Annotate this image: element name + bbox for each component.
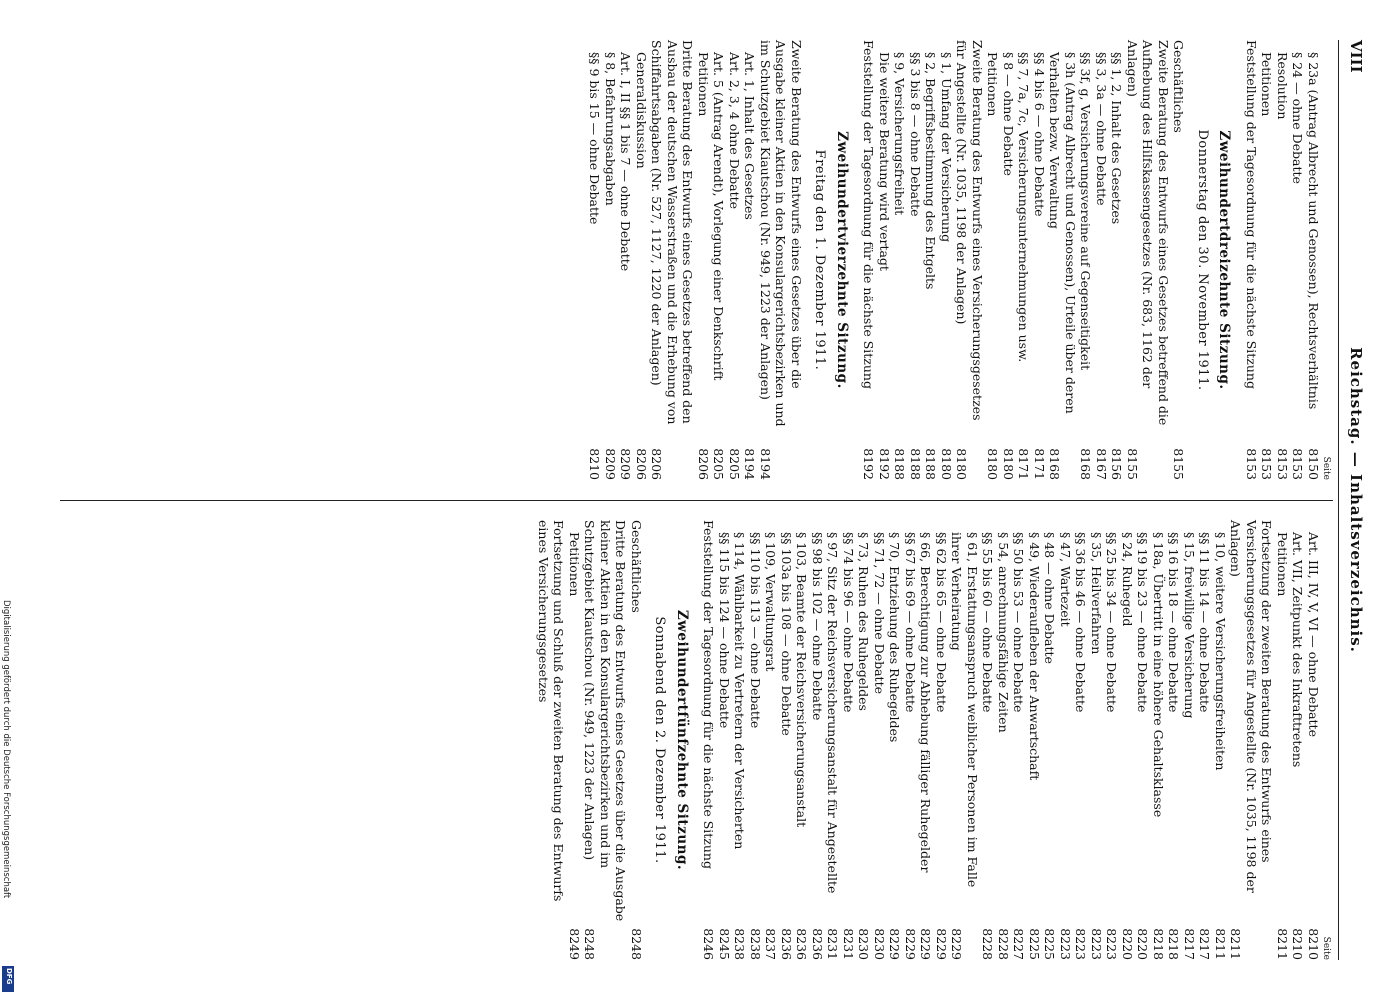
page-ref: 8155 [1125, 448, 1140, 480]
toc-entry [1213, 520, 1229, 960]
toc-entry [1058, 520, 1074, 960]
entry-text: Fortsetzung der zweiten Beratung des Entwurfs eines Versicherungsgesetzes für Angestellte (Nr. 1035, 1198 der Anlagen) [1228, 520, 1275, 893]
toc-entry [841, 520, 857, 960]
toc-entry [634, 40, 650, 480]
entry-text: Art. 5 (Antrag Arendt), Vorlegung einer Denkschrift [711, 52, 727, 381]
entry-text: §§ 50 bis 53 — ohne Debatte [1011, 532, 1027, 713]
session-heading: Zweihundertdreizehnte Sitzung. [1216, 130, 1233, 390]
toc-entry [903, 520, 919, 960]
entry-text: Zweite Beratung des Entwurfs eines Gesetzes über die Ausgabe kleiner Aktien in den Konsulargerichtsbezirken und im Schutzgebiet Kiautschou (Nr. 949, 1223 der Anlagen) [758, 40, 804, 427]
toc-entry [748, 520, 764, 960]
page-ref: 8225 [1027, 928, 1042, 960]
page-ref: 8229 [918, 928, 934, 960]
entry-text: § 18a, Übertritt in eine höhere Gehaltsklasse [1151, 532, 1166, 818]
entry-text: § 66, Berechtigung zur Abhebung fälliger Ruhegelder [918, 532, 934, 873]
entry-text: §§ 74 bis 96 — ohne Debatte [841, 532, 856, 713]
page-ref: 8220 [1135, 928, 1151, 960]
entry-text: Resolution [1275, 52, 1290, 120]
toc-entry [1109, 40, 1125, 480]
page-ref: 8211 [1213, 928, 1228, 960]
page-ref: 8153 [1275, 448, 1290, 480]
toc-entry [711, 40, 727, 480]
page-ref: 8211 [1275, 928, 1290, 960]
page-ref: 8153 [1290, 448, 1306, 480]
toc-entry [939, 40, 955, 480]
page-ref: 8246 [701, 928, 717, 960]
entry-text: §§ 25 bis 34 — ohne Debatte [1104, 532, 1120, 713]
toc-entry [732, 520, 748, 960]
toc-entry [701, 520, 717, 960]
entry-text: §§ 3 bis 8 — ohne Debatte [908, 52, 923, 217]
entry-text: Petitionen [696, 52, 711, 117]
toc-entry [758, 40, 805, 480]
entry-text: § 35, Heilverfahren [1089, 532, 1104, 655]
entry-text: § 1, Umfang der Versicherung [939, 52, 954, 243]
toc-entry [918, 520, 934, 960]
page-ref: 8153 [1259, 448, 1275, 480]
entry-text: Zweite Beratung des Entwurfs eines Gesetzes betreffend die Aufhebung des Hilfskassengesetzes (Nr. 683, 1162 der Anlagen) [1125, 40, 1171, 426]
entry-text: §§ 7, 7a, 7c, Versicherungsunternehmungen usw. [1016, 52, 1032, 363]
running-title: Reichstag. — Inhaltsverzeichnis. [1347, 347, 1365, 653]
entry-text: Geschäftliches [1171, 40, 1187, 133]
toc-entry [1027, 520, 1043, 960]
page-ref: 8218 [1151, 928, 1166, 960]
toc-entry [727, 40, 743, 480]
entry-text: §§ 19 bis 23 — ohne Debatte [1135, 532, 1151, 713]
page-ref: 8230 [856, 928, 872, 960]
page-ref: 8167 [1094, 448, 1109, 480]
toc-entry [1306, 520, 1322, 960]
entry-text: § 70, Entziehung des Ruhegeldes [887, 532, 903, 743]
entry-text: §§ 36 bis 46 — ohne Debatte [1073, 532, 1089, 713]
entry-text: §§ 103a bis 108 — ohne Debatte [779, 532, 794, 736]
toc-entry [1011, 520, 1027, 960]
toc-entry [1089, 520, 1105, 960]
page-ref: 8156 [1109, 448, 1125, 480]
entry-text: § 24 — ohne Debatte [1290, 52, 1306, 184]
toc-entry [603, 40, 619, 480]
entry-text: §§ 4 bis 6 — ohne Debatte [1032, 52, 1047, 217]
entry-text: Zweite Beratung des Entwurfs eines Versicherungsgesetzes für Angestellte (Nr. 1035, 1198 der Anlagen) [954, 40, 985, 421]
page-ref: 8227 [1011, 928, 1027, 960]
page-ref: 8238 [748, 928, 763, 960]
entry-text: §§ 16 bis 18 — ohne Debatte [1166, 532, 1182, 713]
page-ref: 8205 [727, 448, 742, 480]
entry-text: § 3h (Antrag Albrecht und Genossen), Urteile über deren Verhalten bezw. Verwaltung [1047, 52, 1078, 414]
page-ref: 8248 [582, 928, 598, 960]
page-ref: 8171 [1032, 448, 1047, 480]
toc-entry [1032, 40, 1048, 480]
page-ref: 8230 [872, 928, 887, 960]
toc-entry [1135, 520, 1151, 960]
page-ref: 8188 [923, 448, 939, 480]
toc-entry [1016, 40, 1032, 480]
page-ref: 8217 [1182, 928, 1197, 960]
toc-entry [618, 40, 634, 480]
toc-entry [1078, 40, 1094, 480]
page-ref: 8188 [892, 448, 908, 480]
page-ref: 8205 [711, 448, 727, 480]
left-column [587, 40, 1333, 480]
toc-entry [567, 520, 583, 960]
toc-entry [996, 520, 1012, 960]
entry-text: § 23a (Antrag Albrecht und Genossen), Rechtsverhältnis [1306, 52, 1321, 410]
page-ref: 8206 [634, 448, 649, 480]
toc-entry [1290, 40, 1306, 480]
entry-text: § 73, Ruhen des Ruhegeldes [856, 532, 872, 711]
toc-entry [1171, 40, 1187, 480]
entry-text: §§ 71, 72 — ohne Debatte [872, 532, 887, 694]
page-ref: 8168 [1047, 448, 1063, 480]
entry-text: §§ 67 bis 69 — ohne Debatte [903, 532, 918, 713]
page-header [1335, 40, 1365, 960]
entry-text: § 8, Befahrungsabgaben [603, 52, 618, 206]
column-divider [60, 500, 1333, 501]
page-number: VIII [1347, 40, 1365, 73]
toc-entry [794, 520, 810, 960]
session-heading: Zweihundertfünfzehnte Sitzung. [674, 609, 690, 871]
entry-text: § 47, Wartezeit [1058, 532, 1073, 627]
toc-entry [536, 520, 567, 960]
toc-entry [1047, 40, 1078, 480]
page-ref: 8188 [908, 448, 923, 480]
toc-entry [1259, 40, 1275, 480]
page-ref: 8223 [1058, 928, 1073, 960]
page-ref: 8192 [877, 448, 892, 480]
page-ref: 8228 [996, 928, 1011, 960]
entry-text: Petitionen [567, 532, 582, 597]
entry-text: § 103, Beamte der Reichsversicherungsanstalt [794, 532, 810, 828]
entry-text: § 15, freiwillige Versicherung [1182, 532, 1197, 719]
toc-entry [872, 520, 888, 960]
page-ref: 8236 [810, 928, 825, 960]
footer-credit: Digitalisierung gefördert durch die Deutsche Forschungsgemeinschaft [1, 600, 11, 899]
page-ref: 8229 [934, 928, 949, 960]
page-ref: 8248 [629, 928, 644, 960]
toc-entry [892, 40, 908, 480]
page-ref: 8210 [587, 448, 603, 480]
toc-entry [1275, 520, 1291, 960]
page-ref: 8236 [794, 928, 810, 960]
entry-text: Dritte Beratung des Entwurfs eines Gesetzes über die Ausgabe kleiner Aktien in den Konsulargerichtsbezirken und im Schutzgebiet Kiautschou (Nr. 949, 1223 der Anlagen) [582, 520, 629, 922]
entry-text: §§ 115 bis 124 — ohne Debatte [717, 532, 732, 729]
entry-text: § 97, Sitz der Reichsversicherungsanstalt für Angestellte [825, 532, 841, 894]
entry-text: § 24, Ruhegeld [1120, 532, 1135, 627]
toc-entry [1166, 520, 1182, 960]
session-date: Donnerstag den 30. November 1911. [1195, 129, 1210, 391]
entry-text: Feststellung der Tagesordnung für die nächste Sitzung [701, 520, 717, 869]
entry-text: § 61, Erstattungsanspruch weiblicher Personen im Falle ihrer Verheiratung [949, 532, 980, 888]
entry-text: Petitionen [1259, 52, 1275, 117]
page-ref: 8194 [758, 448, 773, 480]
toc-entry [810, 520, 826, 960]
page-ref: 8236 [779, 928, 794, 960]
page-ref: 8192 [861, 448, 877, 480]
entry-text: Petitionen [985, 52, 1001, 117]
page-ref: 8180 [939, 448, 954, 480]
entry-text: Geschäftliches [629, 520, 644, 613]
toc-entry [629, 520, 645, 960]
page-ref: 8210 [1306, 928, 1321, 960]
toc-entry [717, 520, 733, 960]
toc-entry [1244, 40, 1260, 480]
page-ref: 8237 [763, 928, 779, 960]
page-ref: 8194 [742, 448, 758, 480]
toc-entry [1182, 520, 1198, 960]
toc-entry [1228, 520, 1275, 960]
page-ref: 8217 [1197, 928, 1213, 960]
page-ref: 8171 [1016, 448, 1032, 480]
page-ref: 8153 [1244, 448, 1259, 480]
entry-text: §§ 62 bis 65 — ohne Debatte [934, 532, 949, 713]
toc-entry [1120, 520, 1136, 960]
entry-text: § 114, Wählbarkeit zu Vertretern der Versicherten [732, 532, 748, 850]
page-ref: 8206 [649, 448, 665, 480]
footer [0, 600, 14, 995]
toc-entry [1104, 520, 1120, 960]
entry-text: Feststellung der Tagesordnung für die nächste Sitzung [1244, 40, 1259, 389]
toc-entry [763, 520, 779, 960]
toc-entry [1094, 40, 1110, 480]
entry-text: § 10, weitere Versicherungsfreiheiten [1213, 532, 1228, 771]
page-ref: 8231 [841, 928, 856, 960]
entry-text: Generaldiskussion [634, 52, 649, 169]
entry-text: § 48 — ohne Debatte [1042, 532, 1058, 664]
toc-entry [1151, 520, 1167, 960]
session-date: Freitag den 1. Dezember 1911. [812, 149, 828, 371]
page-ref: 8150 [1306, 448, 1321, 480]
toc-entry [985, 40, 1001, 480]
page-ref: 8249 [567, 928, 582, 960]
toc-entry [954, 40, 985, 480]
entry-text: Die weitere Beratung wird vertagt [877, 52, 892, 271]
entry-text: Art. 1, Inhalt des Gesetzes [742, 52, 758, 220]
toc-entry [1275, 40, 1291, 480]
entry-text: §§ 9 bis 15 — ohne Debatte [587, 52, 603, 225]
toc-entry [934, 520, 950, 960]
toc-entry [1042, 520, 1058, 960]
toc-entry [779, 520, 795, 960]
toc-entry [696, 40, 712, 480]
entry-text: §§ 55 bis 60 — ohne Debatte [980, 532, 996, 713]
toc-entry [587, 40, 603, 480]
entry-text: Art. I, II §§ 1 bis 7 — ohne Debatte [618, 52, 634, 272]
page-ref: 8168 [1078, 448, 1094, 480]
toc-entry [1290, 520, 1306, 960]
toc-entry [1073, 520, 1089, 960]
toc-entry [582, 520, 629, 960]
page-ref: 8210 [1290, 928, 1306, 960]
header-rule [1338, 40, 1339, 960]
toc-entry [949, 520, 980, 960]
seite-label: Seite [1321, 456, 1331, 480]
entry-text: §§ 1, 2, Inhalt des Gesetzes [1109, 52, 1125, 225]
toc-entry [923, 40, 939, 480]
page-ref: 8180 [985, 448, 1001, 480]
page-ref: 8209 [618, 448, 634, 480]
entry-text: § 109, Verwaltungsrat [763, 532, 779, 672]
toc-entry [742, 40, 758, 480]
toc-entry [1197, 520, 1213, 960]
entry-text: §§ 98 bis 102 — ohne Debatte [810, 532, 825, 721]
toc-entry [1125, 40, 1172, 480]
toc-entry [649, 40, 696, 480]
toc-entry [861, 40, 877, 480]
toc-entry [887, 520, 903, 960]
dfg-logo-text: DFG [5, 968, 13, 985]
page-ref: 8220 [1120, 928, 1135, 960]
entry-text: Petitionen [1275, 532, 1290, 597]
entry-text: Art. VII, Zeitpunkt des Inkrafttretens [1290, 532, 1306, 768]
page-ref: 8155 [1171, 448, 1187, 480]
page-ref: 8223 [1104, 928, 1120, 960]
page-ref: 8231 [825, 928, 841, 960]
page-ref: 8218 [1166, 928, 1182, 960]
entry-text: Art. III, IV, V, VI — ohne Debatte [1306, 532, 1321, 737]
page-ref: 8229 [949, 928, 965, 960]
entry-text: § 9, Versicherungsfreiheit [892, 52, 908, 216]
entry-text: §§ 110 bis 113 — ohne Debatte [748, 532, 763, 729]
entry-text: Dritte Beratung des Entwurfs eines Gesetzes betreffend den Ausbau der deutschen Wasserstraßen und die Erhebung von Schiffahrtsabgaben (Nr. 527, 1127, 1220 der Anlagen) [649, 40, 696, 425]
toc-entry [1306, 40, 1322, 480]
page-ref: 8211 [1228, 928, 1244, 960]
session-date: Sonnabend den 2. Dezember 1911. [652, 616, 668, 864]
page-ref: 8206 [696, 448, 711, 480]
toc-entry [825, 520, 841, 960]
entry-text: §§ 11 bis 14 — ohne Debatte [1197, 532, 1213, 713]
entry-text: § 54, anrechnungsfähige Zeiten [996, 532, 1011, 733]
entry-text: Feststellung der Tagesordnung für die nächste Sitzung [861, 40, 877, 389]
entry-text: § 8 — ohne Debatte [1001, 52, 1016, 176]
entry-text: § 49, Wiederaufleben der Anwartschaft [1027, 532, 1042, 781]
page-ref: 8223 [1089, 928, 1104, 960]
entry-text: §§ 3f, g, Versicherungsvereine auf Gegenseitigkeit [1078, 52, 1094, 371]
toc-entry [877, 40, 893, 480]
toc-entry [908, 40, 924, 480]
dfg-logo [2, 966, 14, 992]
right-column [536, 520, 1334, 960]
page-ref: 8245 [717, 928, 732, 960]
entry-text: §§ 3, 3a — ohne Debatte [1094, 52, 1109, 206]
toc-entry [980, 520, 996, 960]
page-ref: 8229 [903, 928, 918, 960]
page-ref: 8225 [1042, 928, 1058, 960]
entry-text: § 2, Begriffsbestimmung des Entgelts [923, 52, 939, 290]
page-ref: 8223 [1073, 928, 1089, 960]
toc-entry [1001, 40, 1017, 480]
page-ref: 8209 [603, 448, 618, 480]
entry-text: Art. 2, 3, 4 ohne Debatte [727, 52, 742, 210]
page-ref: 8228 [980, 928, 996, 960]
session-heading: Zweihundertvierzehnte Sitzung. [834, 131, 850, 389]
toc-entry [856, 520, 872, 960]
entry-text: Fortsetzung und Schluß der zweiten Beratung des Entwurfs eines Versicherungsgesetzes [536, 520, 567, 902]
seite-label: Seite [1321, 936, 1331, 960]
page-ref: 8229 [887, 928, 903, 960]
page-ref: 8180 [1001, 448, 1016, 480]
page-ref: 8238 [732, 928, 748, 960]
page-ref: 8180 [954, 448, 970, 480]
